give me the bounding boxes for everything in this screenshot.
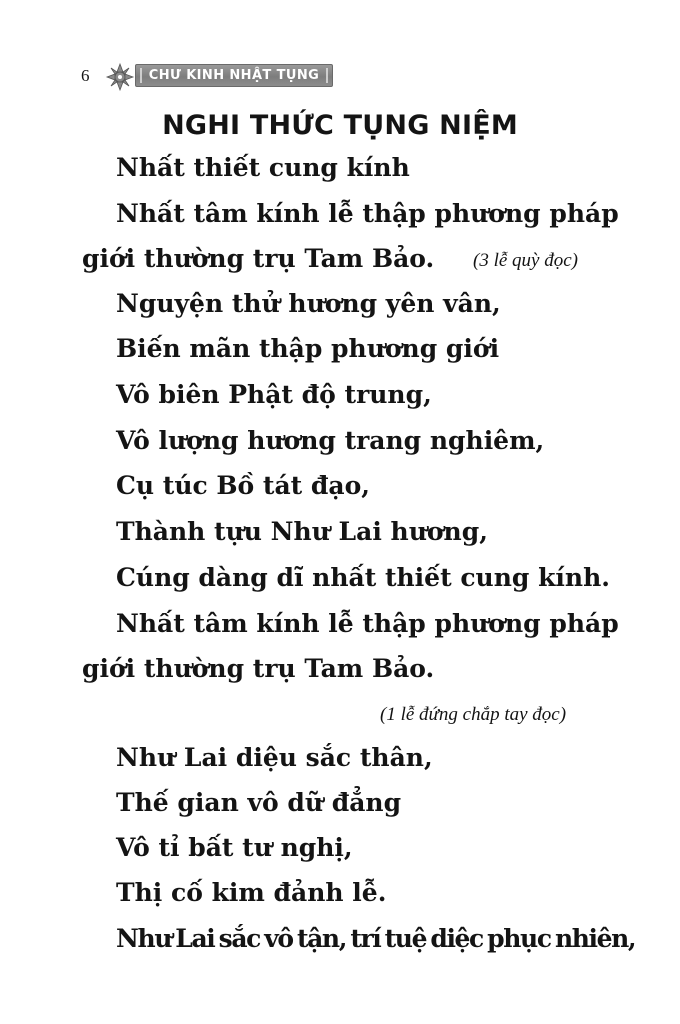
verse-line: Vô lượng hương trang nghiêm, [116, 426, 545, 455]
page-number: 6 [81, 66, 90, 85]
section-title: NGHI THỨC TỤNG NIỆM [162, 110, 518, 141]
verse-line: Thế gian vô dữ đẳng [116, 788, 402, 817]
verse-line: Cúng dàng dĩ nhất thiết cung kính. [116, 563, 610, 592]
verse-line: giới thường trụ Tam Bảo. [82, 654, 435, 683]
verse-line: giới thường trụ Tam Bảo. [82, 244, 435, 273]
running-header-banner [135, 64, 333, 87]
verse-line: Nhất tâm kính lễ thập phương pháp [116, 609, 619, 638]
ritual-instruction-note: (3 lễ quỳ đọc) [473, 250, 578, 271]
verse-line: Như Lai sắc vô tận, trí tuệ diệc phục nhiên, [116, 924, 636, 953]
verse-line: Nhất tâm kính lễ thập phương pháp [116, 199, 619, 228]
lotus-ornament-icon [105, 62, 135, 92]
verse-line: Nguyện thử hương yên vân, [116, 289, 501, 318]
verse-line: Thành tựu Như Lai hương, [116, 517, 488, 546]
verse-line: Biến mãn thập phương giới [116, 334, 500, 363]
verse-line: Vô biên Phật độ trung, [116, 380, 432, 409]
running-header-title: CHƯ KINH NHẬT TỤNG [148, 68, 320, 83]
ritual-instruction-note: (1 lễ đứng chắp tay đọc) [380, 704, 567, 725]
verse-line: Thị cố kim đảnh lễ. [116, 878, 387, 907]
verse-line: Nhất thiết cung kính [116, 153, 410, 182]
verse-line: Như Lai diệu sắc thân, [116, 743, 433, 772]
verse-line: Vô tỉ bất tư nghị, [116, 833, 353, 862]
verse-line: Cụ túc Bồ tát đạo, [116, 471, 370, 500]
